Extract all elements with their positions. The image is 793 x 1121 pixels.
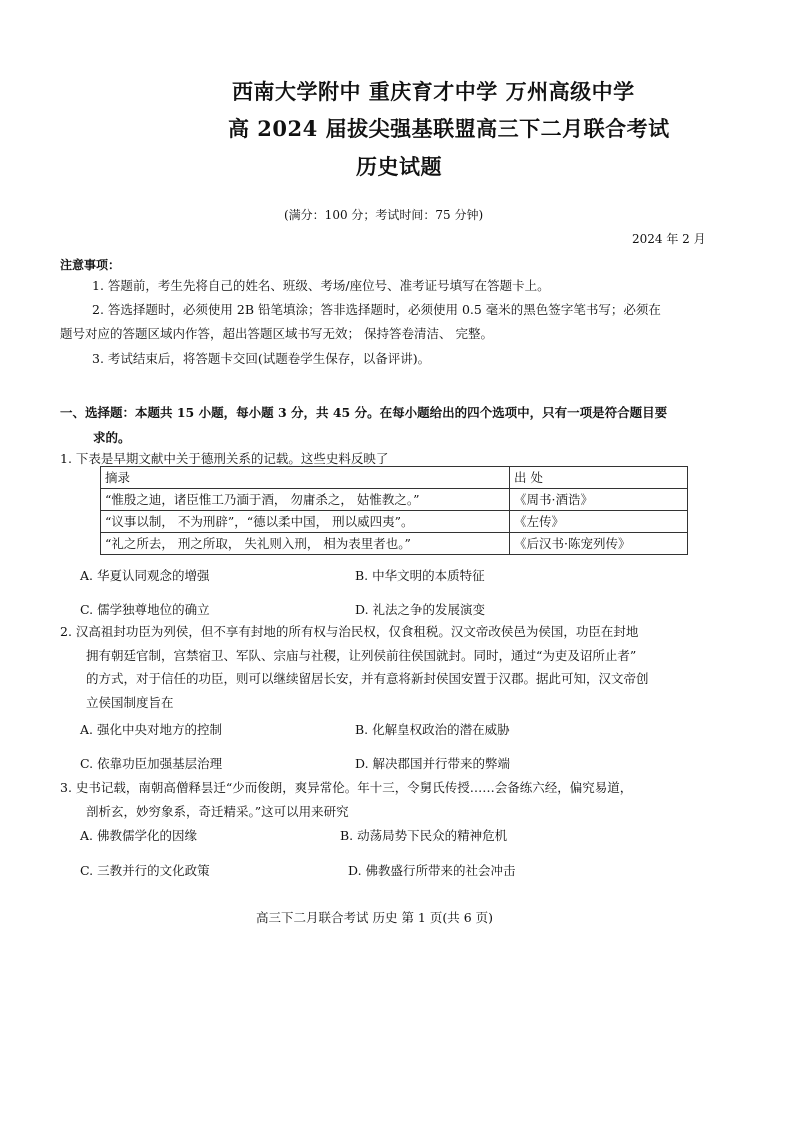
table-row bbox=[101, 489, 688, 511]
subject-title: 历史试题 bbox=[356, 154, 442, 179]
option-d: D. 礼法之争的发展演变 bbox=[355, 602, 486, 617]
option-c: C. 三教并行的文化政策 bbox=[80, 863, 210, 878]
stem-line: 的方式，对于信任的功臣，则可以继续留居长安，并有意将新封侯国安置于汉郡。据此可知，汉文帝创 bbox=[86, 671, 649, 686]
option-b: B. 中华文明的本质特征 bbox=[355, 568, 485, 583]
note-item: 2. 答选择题时，必须使用 2B 铅笔填涂；答非选择题时，必须使用 0.5 毫米的黑色签字笔书写；必须在 bbox=[92, 302, 661, 317]
stem-line: 3. 史书记载，南朝高僧释昙迁“少而俊朗，爽异常伦。年十三，令舅氏传授……会备练六经，偏究易道， bbox=[60, 780, 633, 795]
exam-title: 高 2024 届拔尖强基联盟高三下二月联合考试 bbox=[228, 116, 670, 141]
section-title: 一、选择题：本题共 15 小题，每小题 3 分，共 45 分。在每小题给出的四个选项中，只有一项是符合题目要 bbox=[60, 405, 668, 420]
table-cell: “惟殷之迪，诸臣惟工乃湎于酒， 勿庸杀之， 姑惟教之。” bbox=[101, 489, 510, 511]
question-2-stem bbox=[60, 620, 750, 714]
stem-line: 剖析玄，妙穷象系，奇迁精采。”这可以用来研究 bbox=[86, 803, 349, 819]
table-header-row bbox=[101, 467, 688, 489]
question-3-stem bbox=[60, 776, 750, 823]
option-c: C. 儒学独尊地位的确立 bbox=[80, 602, 210, 617]
question-1-stem: 1. 下表是早期文献中关于德刑关系的记载。这些史料反映了 bbox=[60, 451, 389, 466]
table-header-cell: 出 处 bbox=[510, 467, 688, 489]
option-b: B. 化解皇权政治的潜在威胁 bbox=[355, 722, 510, 737]
page-footer: 高三下二月联合考试 历史 第 1 页(共 6 页) bbox=[256, 910, 494, 925]
option-d: D. 解决郡国并行带来的弊端 bbox=[355, 756, 511, 771]
table-cell: “议事以制， 不为刑辟”，“德以柔中国， 刑以威四夷”。 bbox=[101, 511, 510, 533]
school-names: 西南大学附中 重庆育才中学 万州高级中学 bbox=[232, 79, 635, 104]
option-a: A. 佛教儒学化的因缘 bbox=[80, 828, 197, 843]
stem-line: 拥有朝廷官制，宫禁宿卫、军队、宗庙与社稷，让列侯前往侯国就封。同时，通过“为吏及诏所止者” bbox=[86, 647, 637, 663]
table-cell: 《后汉书·陈宠列传》 bbox=[510, 533, 688, 555]
note-item: 题号对应的答题区域内作答，超出答题区域书写无效； 保持答卷清洁、 完整。 bbox=[60, 326, 493, 341]
table-cell: 《周书·酒诰》 bbox=[510, 489, 688, 511]
table-header-cell: 摘录 bbox=[101, 467, 510, 489]
source-table bbox=[100, 466, 688, 555]
stem-line: 立侯国制度旨在 bbox=[86, 694, 174, 710]
notes-heading: 注意事项： bbox=[60, 258, 121, 272]
option-c: C. 依靠功臣加强基层治理 bbox=[80, 756, 223, 771]
stem-line: 2. 汉高祖封功臣为列侯，但不享有封地的所有权与治民权，仅食租税。汉文帝改侯邑为侯国，功臣在封地 bbox=[60, 624, 639, 639]
note-item: 1. 答题前，考生先将自己的姓名、班级、考场/座位号、准考证号填写在答题卡上。 bbox=[92, 278, 550, 293]
exam-date: 2024 年 2 月 bbox=[632, 232, 706, 246]
section-heading bbox=[60, 400, 740, 450]
option-b: B. 动荡局势下民众的精神危机 bbox=[340, 828, 508, 843]
table-row bbox=[101, 533, 688, 555]
section-title-cont: 求的。 bbox=[93, 430, 131, 445]
option-d: D. 佛教盛行所带来的社会冲击 bbox=[348, 863, 516, 878]
exam-meta: (满分：100 分；考试时间：75 分钟) bbox=[284, 208, 484, 222]
table-row bbox=[101, 511, 688, 533]
option-a: A. 强化中央对地方的控制 bbox=[80, 722, 222, 737]
table-cell: “礼之所去， 刑之所取， 失礼则入刑， 相为表里者也。” bbox=[101, 533, 510, 555]
option-a: A. 华夏认同观念的增强 bbox=[80, 568, 210, 583]
note-item: 3. 考试结束后，将答题卡交回(试题卷学生保存，以备评讲)。 bbox=[92, 351, 431, 366]
table-cell: 《左传》 bbox=[510, 511, 688, 533]
